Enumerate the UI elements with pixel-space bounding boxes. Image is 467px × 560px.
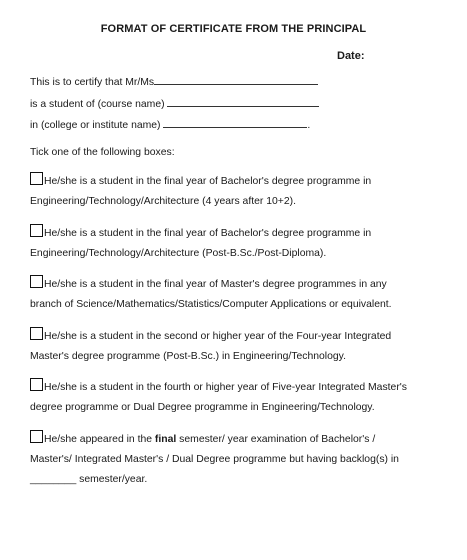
- certify-label: This is to certify that Mr/Ms: [30, 77, 155, 88]
- option-4-line1: [30, 327, 450, 347]
- option-4-checkbox[interactable]: [30, 327, 43, 340]
- option-2-line1: [30, 224, 450, 244]
- option-6-line1: [30, 430, 450, 450]
- option-1: [30, 172, 450, 212]
- option-3-line1: [30, 275, 450, 295]
- option-6-text-bold: final: [154, 434, 177, 445]
- option-1-line1: [30, 172, 450, 192]
- option-6: [30, 430, 450, 490]
- option-5-text-line2: degree programme or Dual Degree programme in Engineering/Technology.: [30, 402, 375, 413]
- option-6-checkbox[interactable]: [30, 430, 43, 443]
- date-label: Date:: [337, 50, 365, 62]
- option-6-text-pre: He/she appeared in the: [44, 434, 155, 445]
- college-line-period: .: [307, 120, 311, 131]
- option-5-text-line1: He/she is a student in the fourth or higher year of Five-year Integrated Master's: [44, 382, 407, 393]
- semester-blank[interactable]: ________: [30, 474, 77, 485]
- option-6-text-post: semester/ year examination of Bachelor's /: [176, 434, 376, 445]
- option-2-text-line1: He/she is a student in the final year of Bachelor's degree programme in: [44, 228, 372, 239]
- option-3-text-line1: He/she is a student in the final year of Master's degree programmes in any: [44, 279, 387, 290]
- option-5-line1: [30, 378, 450, 398]
- option-4: [30, 327, 450, 367]
- option-4-text-line2: Master's degree programme (Post-B.Sc.) in Engineering/Technology.: [30, 351, 346, 362]
- option-1-checkbox[interactable]: [30, 172, 43, 185]
- option-1-text-line1: He/she is a student in the final year of Bachelor's degree programme in: [44, 176, 372, 187]
- option-2-checkbox[interactable]: [30, 224, 43, 237]
- name-blank[interactable]: [154, 75, 318, 85]
- option-2: [30, 224, 450, 264]
- college-name-blank[interactable]: [163, 118, 307, 128]
- college-label: in (college or institute name): [30, 120, 161, 131]
- option-3: [30, 275, 450, 315]
- option-3-text-line2: branch of Science/Mathematics/Statistics/Computer Applications or equivalent.: [30, 299, 392, 310]
- option-2-text-line2: Engineering/Technology/Architecture (Post-B.Sc./Post-Diploma).: [30, 248, 327, 259]
- option-1-text-line2: Engineering/Technology/Architecture (4 years after 10+2).: [30, 196, 296, 207]
- course-label: is a student of (course name): [30, 99, 165, 110]
- page-title: FORMAT OF CERTIFICATE FROM THE PRINCIPAL: [100, 23, 367, 35]
- option-6-line3: [30, 470, 450, 490]
- option-5-checkbox[interactable]: [30, 378, 43, 391]
- option-3-checkbox[interactable]: [30, 275, 43, 288]
- option-5: [30, 378, 450, 418]
- option-6-text-line3: semester/year.: [76, 474, 148, 485]
- option-4-text-line1: He/she is a student in the second or higher year of the Four-year Integrated: [44, 331, 392, 342]
- certify-line: [30, 75, 318, 88]
- option-6-text-line2: Master's/ Integrated Master's / Dual Degree programme but having backlog(s) in: [30, 454, 399, 465]
- tick-instructions: Tick one of the following boxes:: [30, 147, 175, 158]
- course-name-blank[interactable]: [167, 97, 319, 107]
- course-line: [30, 97, 319, 110]
- college-line: [30, 118, 310, 131]
